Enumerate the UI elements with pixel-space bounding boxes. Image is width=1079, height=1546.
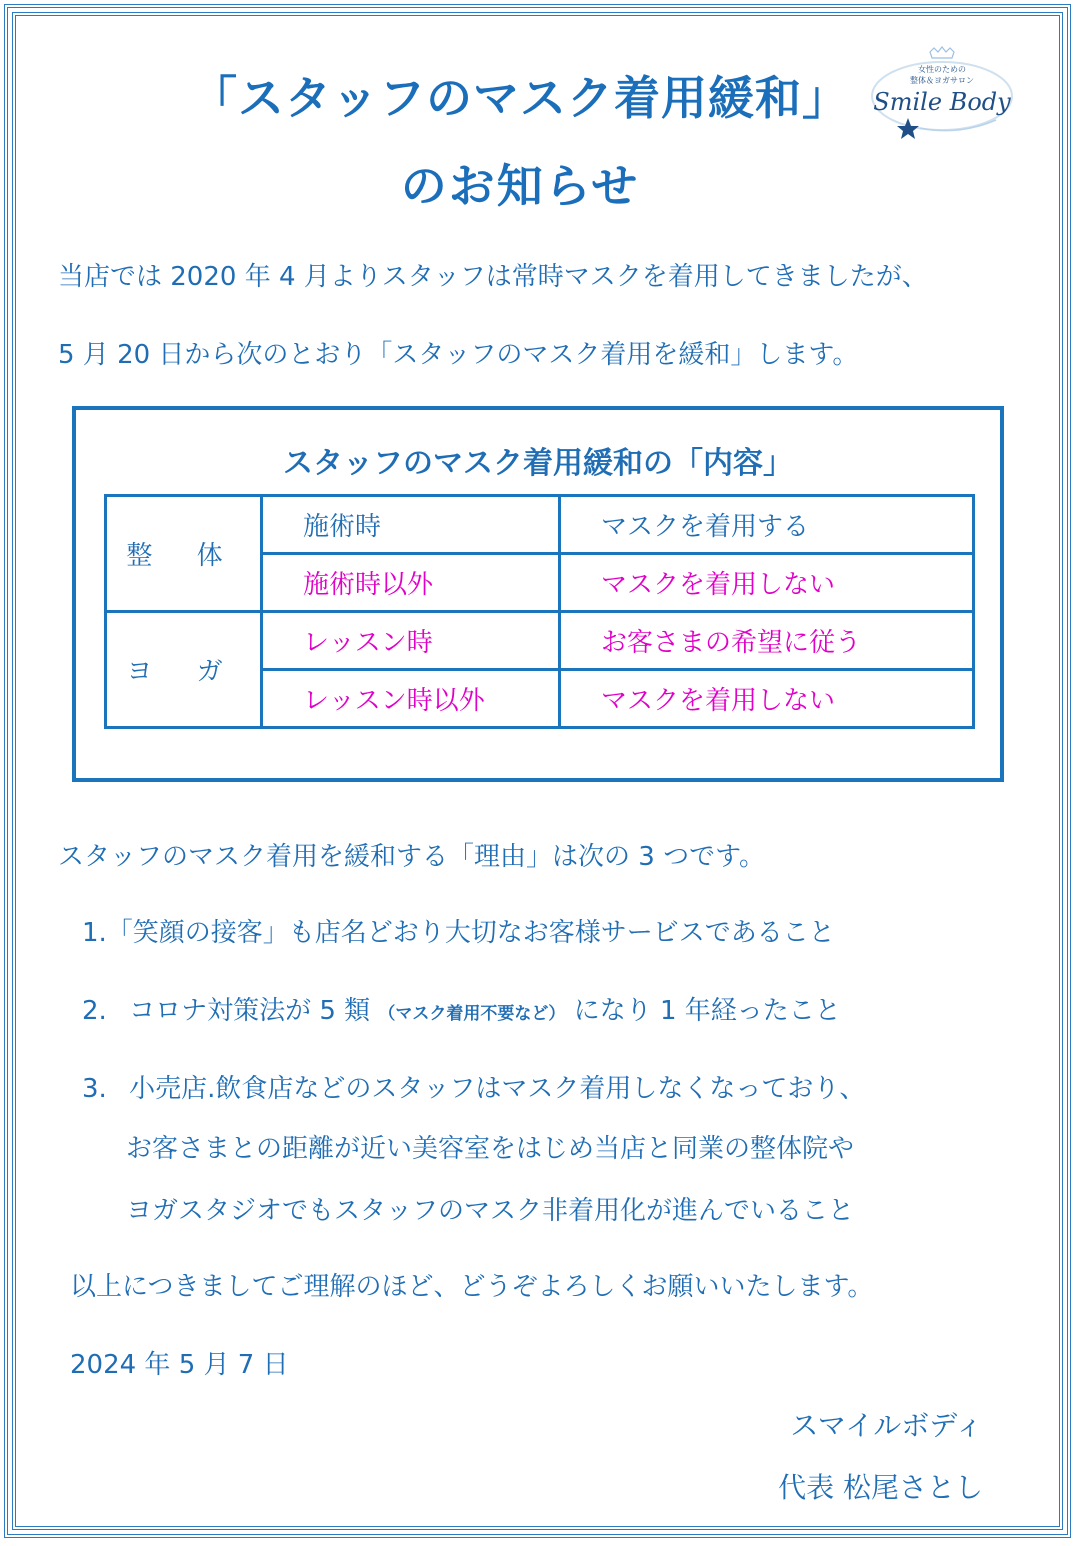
reason-item-2-number: 2. [82, 996, 107, 1026]
table-cell-rule: マスクを着用しない [560, 670, 974, 728]
table-cell-when: 施術時以外 [262, 554, 560, 612]
content-table [104, 494, 975, 729]
signature-shop: スマイルボディ [790, 1409, 983, 1442]
table-row [106, 496, 974, 554]
logo-top-text: 女性のための [918, 65, 966, 74]
content-box [72, 406, 1004, 782]
table-cell-rule: マスクを着用する [560, 496, 974, 554]
closing-text: 以上につきましてご理解のほど、どうぞよろしくお願いいたします。 [70, 1272, 874, 1302]
title-line-2: のお知らせ [400, 159, 640, 213]
reason-item-2-text-a: コロナ対策法が 5 類 [129, 996, 371, 1026]
content-box-title: スタッフのマスク着用緩和の「内容」 [283, 446, 793, 481]
reason-item-3-line-3: ヨガスタジオでもスタッフのマスク非着用化が進んでいること [126, 1196, 855, 1226]
date-text: 2024 年 5 月 7 日 [70, 1350, 289, 1380]
reason-item-3-line-1: 小売店.飲食店などのスタッフはマスク着用しなくなっており、 [129, 1074, 866, 1104]
reason-item-2-note: （マスク着用不要など） [378, 1004, 566, 1024]
logo-sub-text: 整体＆ヨガサロン [910, 76, 974, 85]
logo-brand-text: Smile Body [873, 88, 1011, 116]
signature-rep: 代表 松尾さとし [778, 1471, 983, 1504]
intro-line-2: 5 月 20 日から次のとおり「スタッフのマスク着用を緩和」します。 [58, 340, 859, 370]
table-cell-rule: マスクを着用しない [560, 554, 974, 612]
reason-item-2-text-b: になり 1 年経ったこと [573, 996, 841, 1026]
reason-item-3 [82, 1068, 865, 1105]
smile-body-logo [868, 44, 1018, 140]
reason-item-3-number: 3. [82, 1074, 107, 1104]
table-cell-when: 施術時 [262, 496, 560, 554]
reason-item-1: 1.「笑顔の接客」も店名どおり大切なお客様サービスであること [82, 918, 835, 948]
table-cell-when: レッスン時 [262, 612, 560, 670]
table-cell-when: レッスン時以外 [262, 670, 560, 728]
table-row [106, 612, 974, 670]
table-cell-rule: お客さまの希望に従う [560, 612, 974, 670]
intro-line-1: 当店では 2020 年 4 月よりスタッフは常時マスクを着用してきましたが、 [58, 262, 928, 292]
title-line-1: 「スタッフのマスク着用緩和」 [191, 71, 849, 125]
category-yoga: ヨ ガ [106, 612, 262, 728]
reasons-heading: スタッフのマスク着用を緩和する「理由」は次の 3 つです。 [58, 842, 765, 872]
reason-item-2 [82, 990, 841, 1027]
reason-item-3-line-2: お客さまとの距離が近い美容室をはじめ当店と同業の整体院や [126, 1134, 855, 1164]
category-seitai: 整 体 [106, 496, 262, 612]
